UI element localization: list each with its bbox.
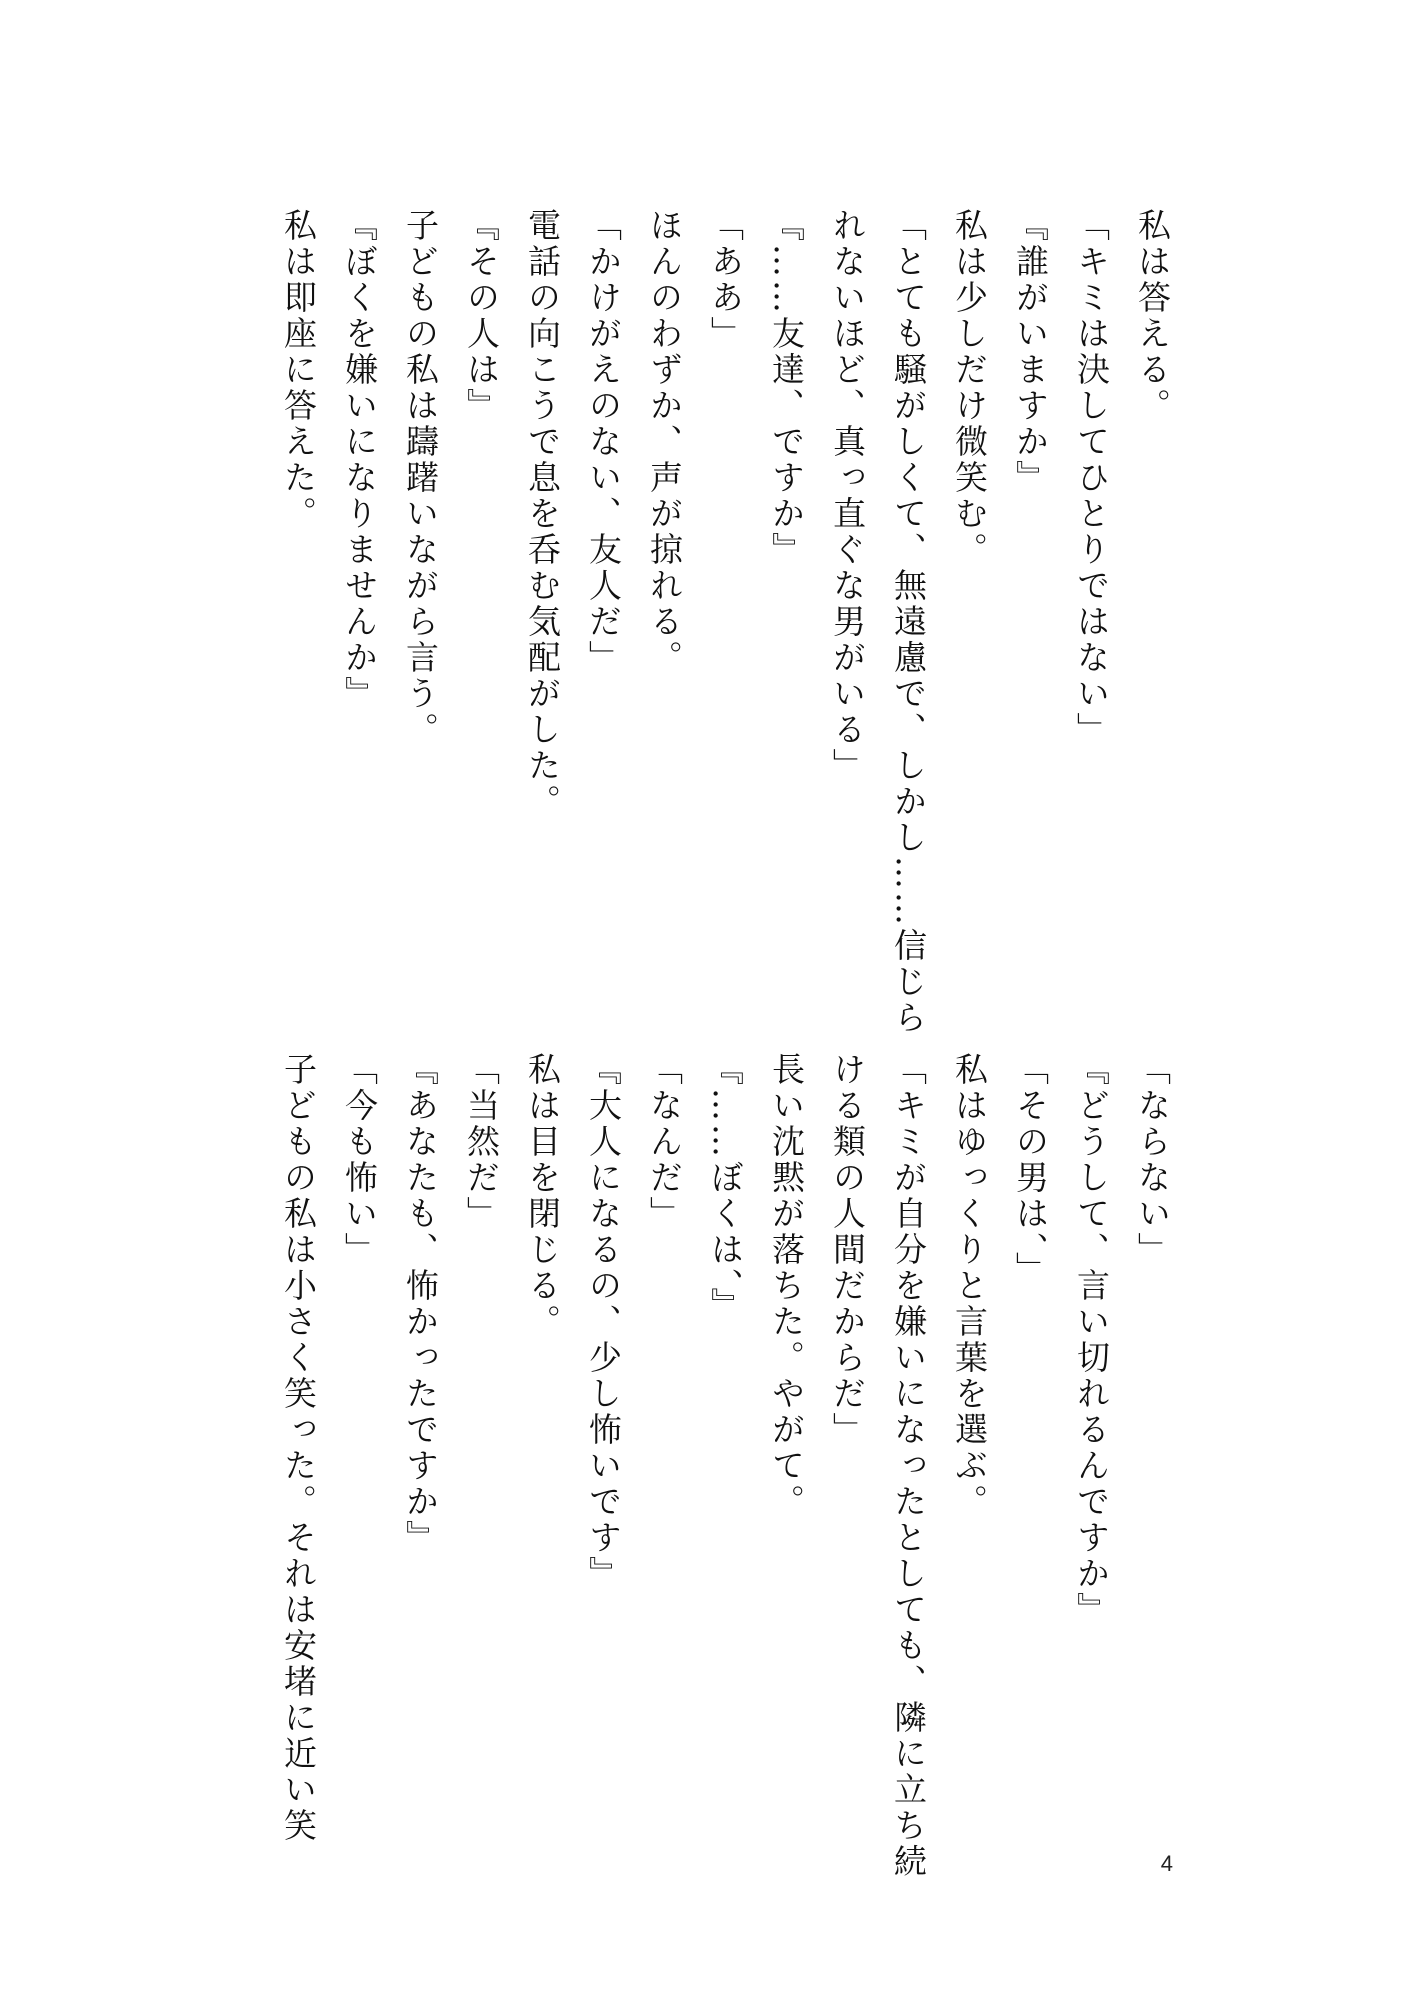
text-line: 「なんだ」	[645, 1052, 684, 1232]
text-line: 「当然だ」	[462, 1052, 501, 1232]
text-line: 私は少しだけ微笑む。	[950, 208, 989, 568]
text-line: 「今も怖い」	[340, 1052, 379, 1268]
text-line: 「ああ」	[706, 208, 745, 352]
text-line: 私はゆっくりと言葉を選ぶ。	[950, 1052, 989, 1520]
text-line: 『その人は』	[462, 208, 501, 424]
text-line: 長い沈黙が落ちた。やがて。	[767, 1052, 806, 1520]
text-line: 「その男は、」	[1011, 1052, 1050, 1288]
text-line: 『あなたも、怖かったですか』	[401, 1052, 440, 1556]
text-line: ほんのわずか、声が掠れる。	[645, 208, 684, 676]
text-line: 電話の向こうで息を呑む気配がした。	[523, 208, 562, 820]
text-line: 私は目を閉じる。	[523, 1052, 562, 1340]
text-line: 子どもの私は躊躇いながら言う。	[401, 208, 440, 748]
text-line: れないほど、真っ直ぐな男がいる」	[828, 208, 867, 784]
text-line: 「ならない」	[1133, 1052, 1172, 1268]
text-line: 『どうして、言い切れるんですか』	[1072, 1052, 1111, 1628]
text-line: 『……友達、ですか』	[767, 208, 806, 568]
text-line: 私は答える。	[1133, 208, 1172, 424]
text-line: 「かけがえのない、友人だ」	[584, 208, 623, 676]
text-block-top	[268, 208, 1183, 1036]
text-line: 子どもの私は小さく笑った。それは安堵に近い笑	[279, 1052, 318, 1844]
text-line: 私は即座に答えた。	[279, 208, 318, 532]
text-line: 「キミは決してひとりではない」	[1072, 208, 1111, 748]
text-line: 『ぼくを嫌いになりませんか』	[340, 208, 379, 712]
text-line: 『誰がいますか』	[1011, 208, 1050, 496]
text-block-bottom	[268, 1052, 1183, 1880]
text-line: ける類の人間だからだ」	[828, 1052, 867, 1448]
text-line: 「キミが自分を嫌いになったとしても、隣に立ち続	[889, 1052, 928, 1880]
page-number: 4	[1160, 1851, 1173, 1876]
text-line: 『大人になるの、少し怖いです』	[584, 1052, 623, 1592]
text-line: 『……ぼくは、』	[706, 1052, 745, 1324]
text-line: 「とても騒がしくて、無遠慮で、しかし……信じら	[889, 208, 928, 1036]
